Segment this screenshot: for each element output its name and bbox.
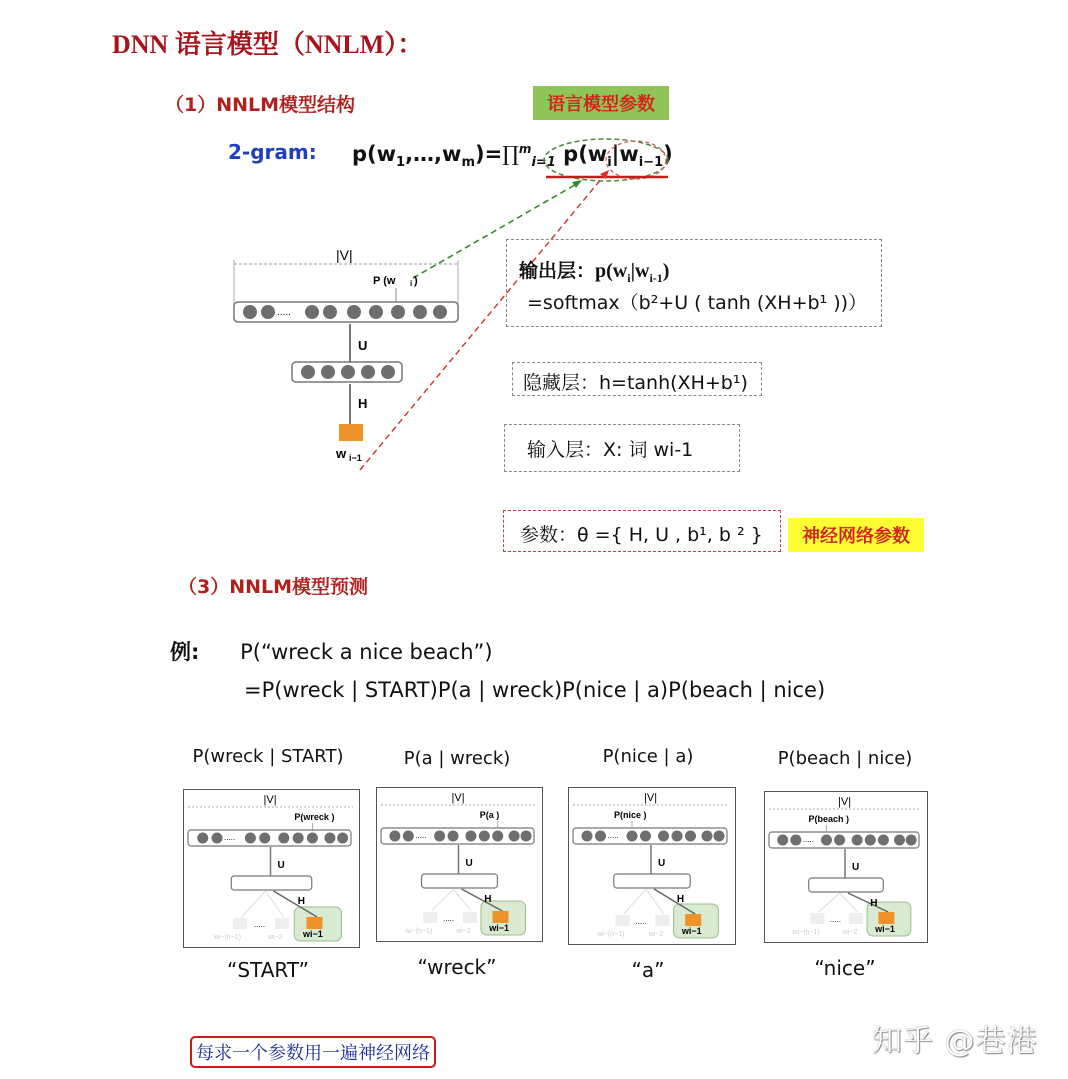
- svg-text:P (w: P (w: [373, 275, 396, 287]
- vocab-label: |V|: [838, 796, 852, 808]
- panel-network-diagram: [183, 789, 360, 948]
- bottom-note: 每求一个参数用一遍神经网络: [190, 1036, 436, 1068]
- svg-text:.....: .....: [443, 914, 455, 923]
- params-box: 参数：θ ={ H, U , b¹, b ² }: [503, 510, 781, 552]
- svg-text:wi−(n−1): wi−(n−1): [405, 928, 433, 935]
- output-label: P(nice ): [614, 810, 647, 820]
- svg-text:wi−1: wi−1: [681, 926, 702, 936]
- svg-text:wi−(n−1): wi−(n−1): [213, 934, 241, 941]
- svg-text:U: U: [465, 858, 473, 869]
- panel-input-word: “a”: [631, 958, 665, 982]
- output-layer-box: 输出层：$p(w_i|w_{i-1})$ =softmax（b²+U ( tanh (XH+b¹ ))）: [506, 239, 882, 327]
- vocab-label: |V|: [451, 792, 465, 804]
- nnlm-network-diagram: [228, 240, 468, 470]
- page-title: DNN 语言模型（NNLM）：: [112, 30, 424, 59]
- svg-text:U: U: [277, 860, 285, 871]
- svg-text:.....: .....: [802, 835, 814, 844]
- svg-text:.....: .....: [635, 917, 647, 926]
- svg-text:H: H: [870, 898, 878, 909]
- svg-text:wi−2: wi−2: [842, 929, 858, 936]
- output-label: P(beach ): [808, 814, 849, 824]
- output-label: P(a ): [479, 810, 500, 820]
- svg-text:.....: .....: [607, 831, 619, 840]
- panel-input-word: “wreck”: [417, 955, 497, 979]
- svg-text:i−1: i−1: [349, 453, 362, 463]
- svg-text:w: w: [336, 446, 347, 461]
- watermark: 知乎 @巷港: [872, 1024, 1038, 1059]
- svg-text:H: H: [297, 896, 305, 907]
- panel-input-word: “START”: [227, 958, 309, 982]
- panel-network-diagram: [568, 787, 736, 945]
- panel-network-diagram: [376, 787, 543, 942]
- svg-text:U: U: [852, 862, 860, 873]
- formula-rhs: $p(w_i|w_{i-1})$: [563, 142, 673, 171]
- section-heading-prediction: （3）NNLM模型预测: [178, 576, 369, 598]
- panel-caption: P(beach | nice): [777, 748, 913, 769]
- panel-caption: P(wreck | START): [192, 746, 344, 767]
- svg-text:H: H: [358, 396, 368, 411]
- svg-text:wi−2: wi−2: [268, 934, 283, 941]
- softmax-expr: =softmax（b²+U ( tanh (XH+b¹ ))）: [527, 292, 868, 314]
- nn-param-tag: 神经网络参数: [788, 518, 924, 552]
- section-heading-structure: （1）NNLM模型结构: [165, 94, 356, 116]
- output-label: P(wreck ): [294, 812, 335, 822]
- hidden-layer-box: 隐藏层：h=tanh(XH+b¹): [512, 362, 762, 396]
- svg-text:.....: .....: [224, 833, 236, 842]
- panel-svg: [377, 788, 542, 941]
- vocab-label: |V|: [263, 794, 277, 806]
- svg-text:i: i: [410, 279, 413, 288]
- svg-text:): ): [414, 275, 418, 287]
- svg-text:wi−(n−1): wi−(n−1): [792, 929, 820, 936]
- svg-text:wi−2: wi−2: [456, 928, 471, 935]
- svg-text:|V|: |V|: [336, 247, 353, 263]
- panel-svg: [765, 792, 927, 942]
- svg-text:.....: .....: [829, 915, 841, 924]
- panel-input-word: “nice”: [814, 956, 876, 980]
- svg-text:wi−(n−1): wi−(n−1): [597, 931, 625, 938]
- lm-param-tag: 语言模型参数: [533, 86, 669, 120]
- chain-rule-formula: $p(w_1,\dots,w_m)=\prod^m_{i=1}$ $p(w_i|w_{i-1})$: [352, 142, 673, 171]
- formula-lhs: $p(w_1,\dots,w_m)$: [352, 142, 485, 171]
- svg-text:.....: .....: [254, 920, 266, 929]
- example-line: 例: P(“wreck a nice beach”): [170, 640, 493, 664]
- svg-text:H: H: [484, 894, 492, 905]
- panel-svg: [569, 788, 735, 944]
- output-layer-expr: $p(w_i|w_{i-1})$: [595, 260, 670, 285]
- panel-caption: P(nice | a): [602, 746, 694, 767]
- example-expansion: =P(wreck | START)P(a | wreck)P(nice | a)P(beach | nice): [244, 678, 826, 702]
- svg-text:wi−1: wi−1: [303, 929, 323, 939]
- svg-text:U: U: [658, 858, 666, 869]
- svg-text:wi−1: wi−1: [489, 923, 509, 933]
- svg-text:wi−2: wi−2: [648, 931, 664, 938]
- svg-text:H: H: [676, 894, 685, 905]
- svg-text:U: U: [358, 338, 368, 353]
- svg-text:.....: .....: [415, 831, 427, 840]
- svg-text:wi−1: wi−1: [875, 924, 895, 934]
- panel-network-diagram: [764, 791, 928, 943]
- input-layer-box: 输入层：X: 词 wi-1: [504, 424, 740, 472]
- gram-label: 2-gram:: [228, 140, 317, 164]
- panel-svg: [184, 790, 359, 947]
- panel-caption: P(a | wreck): [403, 748, 511, 769]
- svg-text:.....: .....: [277, 307, 291, 318]
- vocab-label: |V|: [644, 792, 658, 804]
